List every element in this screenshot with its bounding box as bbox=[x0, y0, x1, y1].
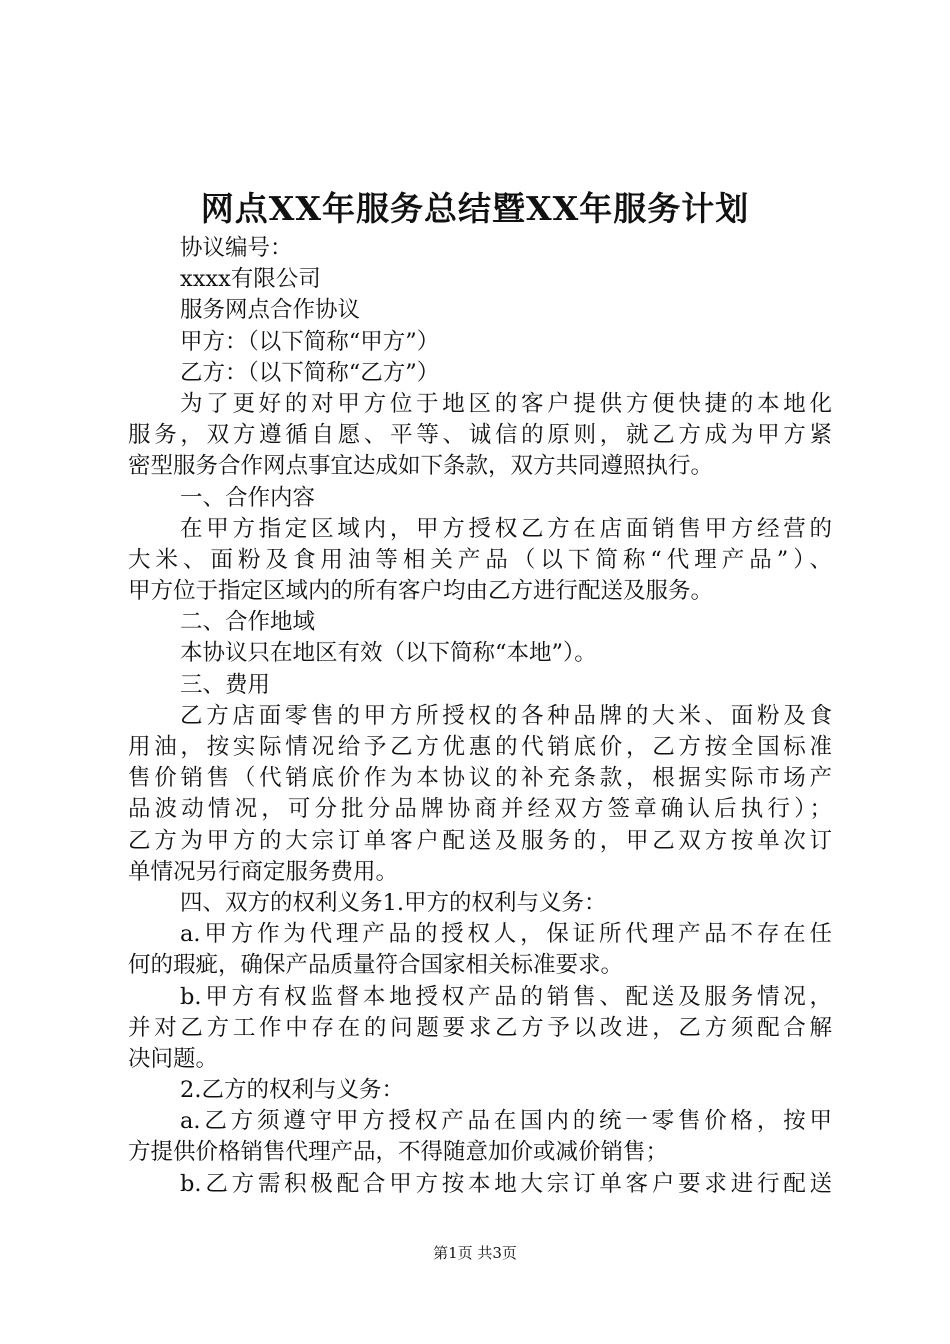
section-heading: 二、合作地域 bbox=[180, 609, 316, 636]
agreement-number-label: 协议编号： bbox=[180, 235, 293, 261]
paragraph-line: 何的瑕疵，确保产品质量符合国家相关标准要求。 bbox=[128, 952, 624, 979]
paragraph-line: 为了更好的对甲方位于地区的客户提供方便快捷的本地化 bbox=[180, 390, 832, 417]
document-body bbox=[128, 233, 832, 1200]
paragraph-line: 方提供价格销售代理产品，不得随意加价或减价销售； bbox=[128, 1139, 669, 1166]
page-footer: 第1页 共3页 bbox=[433, 1244, 517, 1262]
company-name: xxxx有限公司 bbox=[180, 266, 321, 293]
paragraph-line: b.甲方有权监督本地授权产品的销售、配送及服务情况， bbox=[180, 983, 832, 1010]
party-b-line: 乙方：（以下简称“乙方”） bbox=[180, 359, 440, 386]
paragraph-line: 并对乙方工作中存在的问题要求乙方予以改进，乙方须配合解 bbox=[128, 1014, 832, 1041]
section-heading: 四、双方的权利义务1.甲方的权利与义务： bbox=[180, 889, 607, 916]
agreement-name: 服务网点合作协议 bbox=[180, 297, 361, 324]
paragraph-line: b.乙方需积极配合甲方按本地大宗订单客户要求进行配送 bbox=[180, 1170, 832, 1197]
paragraph-line: 品波动情况，可分批分品牌协商并经双方签章确认后执行）； bbox=[128, 796, 832, 823]
paragraph-line: 服务，双方遵循自愿、平等、诚信的原则，就乙方成为甲方紧 bbox=[128, 422, 832, 449]
paragraph-line: 甲方位于指定区域内的所有客户均由乙方进行配送及服务。 bbox=[128, 578, 714, 605]
paragraph-line: 单情况另行商定服务费用。 bbox=[128, 858, 399, 885]
section-heading: 三、费用 bbox=[180, 671, 271, 698]
paragraph-line: a.乙方须遵守甲方授权产品在国内的统一零售价格，按甲 bbox=[180, 1108, 832, 1135]
paragraph-line: 本协议只在地区有效（以下简称“本地”）。 bbox=[180, 640, 597, 667]
section-heading: 一、合作内容 bbox=[180, 484, 316, 511]
paragraph-line: 大米、面粉及食用油等相关产品（以下简称“代理产品”）、 bbox=[128, 546, 832, 573]
paragraph-line: 乙方为甲方的大宗订单客户配送及服务的，甲乙双方按单次订 bbox=[128, 827, 832, 854]
subsection-heading: 2.乙方的权利与义务： bbox=[180, 1077, 404, 1104]
party-a-line: 甲方：（以下简称“甲方”） bbox=[180, 328, 440, 355]
paragraph-line: 决问题。 bbox=[128, 1045, 219, 1072]
paragraph-line: 在甲方指定区域内，甲方授权乙方在店面销售甲方经营的 bbox=[180, 515, 832, 542]
paragraph-line: a.甲方作为代理产品的授权人，保证所代理产品不存在任 bbox=[180, 921, 832, 948]
document-title: 网点XX年服务总结暨XX年服务计划 bbox=[200, 189, 750, 228]
paragraph-line: 密型服务合作网点事宜达成如下条款，双方共同遵照执行。 bbox=[128, 453, 714, 480]
paragraph-line: 售价销售（代销底价作为本协议的补充条款，根据实际市场产 bbox=[128, 765, 832, 792]
paragraph-line: 用油，按实际情况给予乙方优惠的代销底价，乙方按全国标准 bbox=[128, 734, 832, 760]
paragraph-line: 乙方店面零售的甲方所授权的各种品牌的大米、面粉及食 bbox=[180, 702, 832, 729]
